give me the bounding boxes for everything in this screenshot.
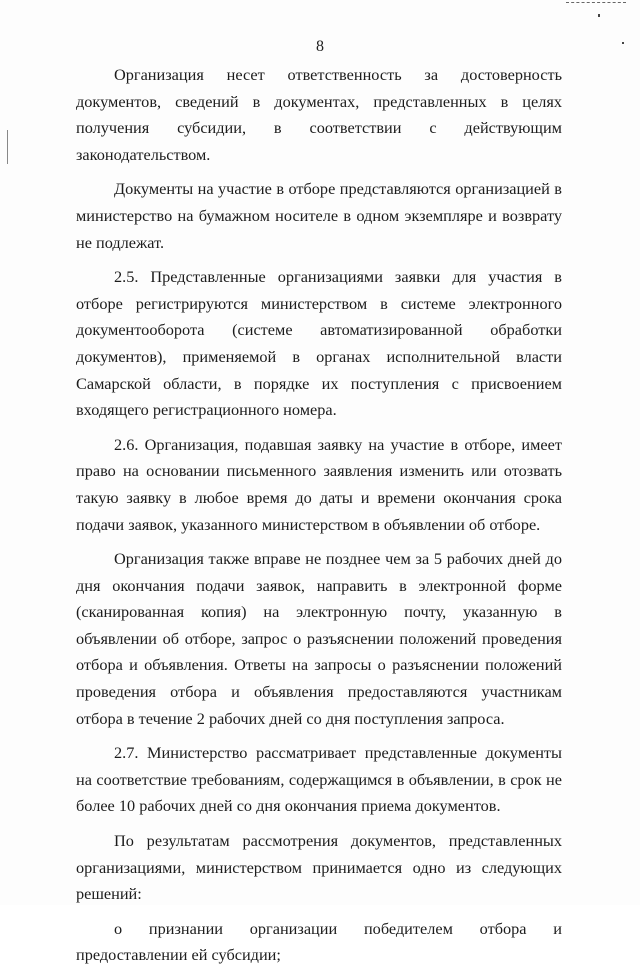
paragraph: По результатам рассмотрения документов, представленных организациями, министерством принимается одно из следующих решений: xyxy=(76,831,562,904)
paragraph: 2.6. Организация, подавшая заявку на участие в отборе, имеет право на основании письменного заявления изменить или отозвать такую заявку в любое время до даты и времени окончания срока подачи заявок, указанного министерством в объявлении об отборе. xyxy=(76,434,562,534)
paragraph: 2.5. Представленные организациями заявки для участия в отборе регистрируются министерством в системе электронного документооборота (системе автоматизированной обработки документов), применяемой в органах исполнительной власти Самарской области, в порядке их поступления с присвоением входящего регистрационного номера. xyxy=(76,267,562,420)
scan-artifact-left-edge xyxy=(7,130,8,164)
scan-artifact-top xyxy=(566,2,626,4)
paragraph: Организация также вправе не позднее чем за 5 рабочих дней до дня окончания подачи заявок, направить в электронной форме (сканированная копия) на электронную почту, указанную в объявлении об отборе, запрос о разъяснении положений проведения отбора и объявления. Ответы на запросы о разъяснении положений проведения отбора и объявления предоставляются участникам отбора в течение 2 рабочих дней со дня поступления запроса. xyxy=(76,549,562,728)
paragraph: 2.7. Министерство рассматривает представленные документы на соответствие требованиям, содержащимся в объявлении, в срок не более 10 рабочих дней со дня окончания приема документов. xyxy=(76,743,562,816)
scan-artifact-dot xyxy=(598,14,600,17)
paragraph: Документы на участие в отборе представляются организацией в министерство на бумажном носителе в одном экземпляре и возврату не подлежат. xyxy=(76,179,562,252)
page-number: 8 xyxy=(316,38,324,55)
paragraph: Организация несет ответственность за достоверность документов, сведений в документах, представленных в целях получения субсидии, в соответствии с действующим законодательством. xyxy=(76,65,562,164)
paragraph: о признании организации победителем отбора и предоставлении ей субсидии; xyxy=(76,918,562,965)
document-body xyxy=(76,62,562,977)
